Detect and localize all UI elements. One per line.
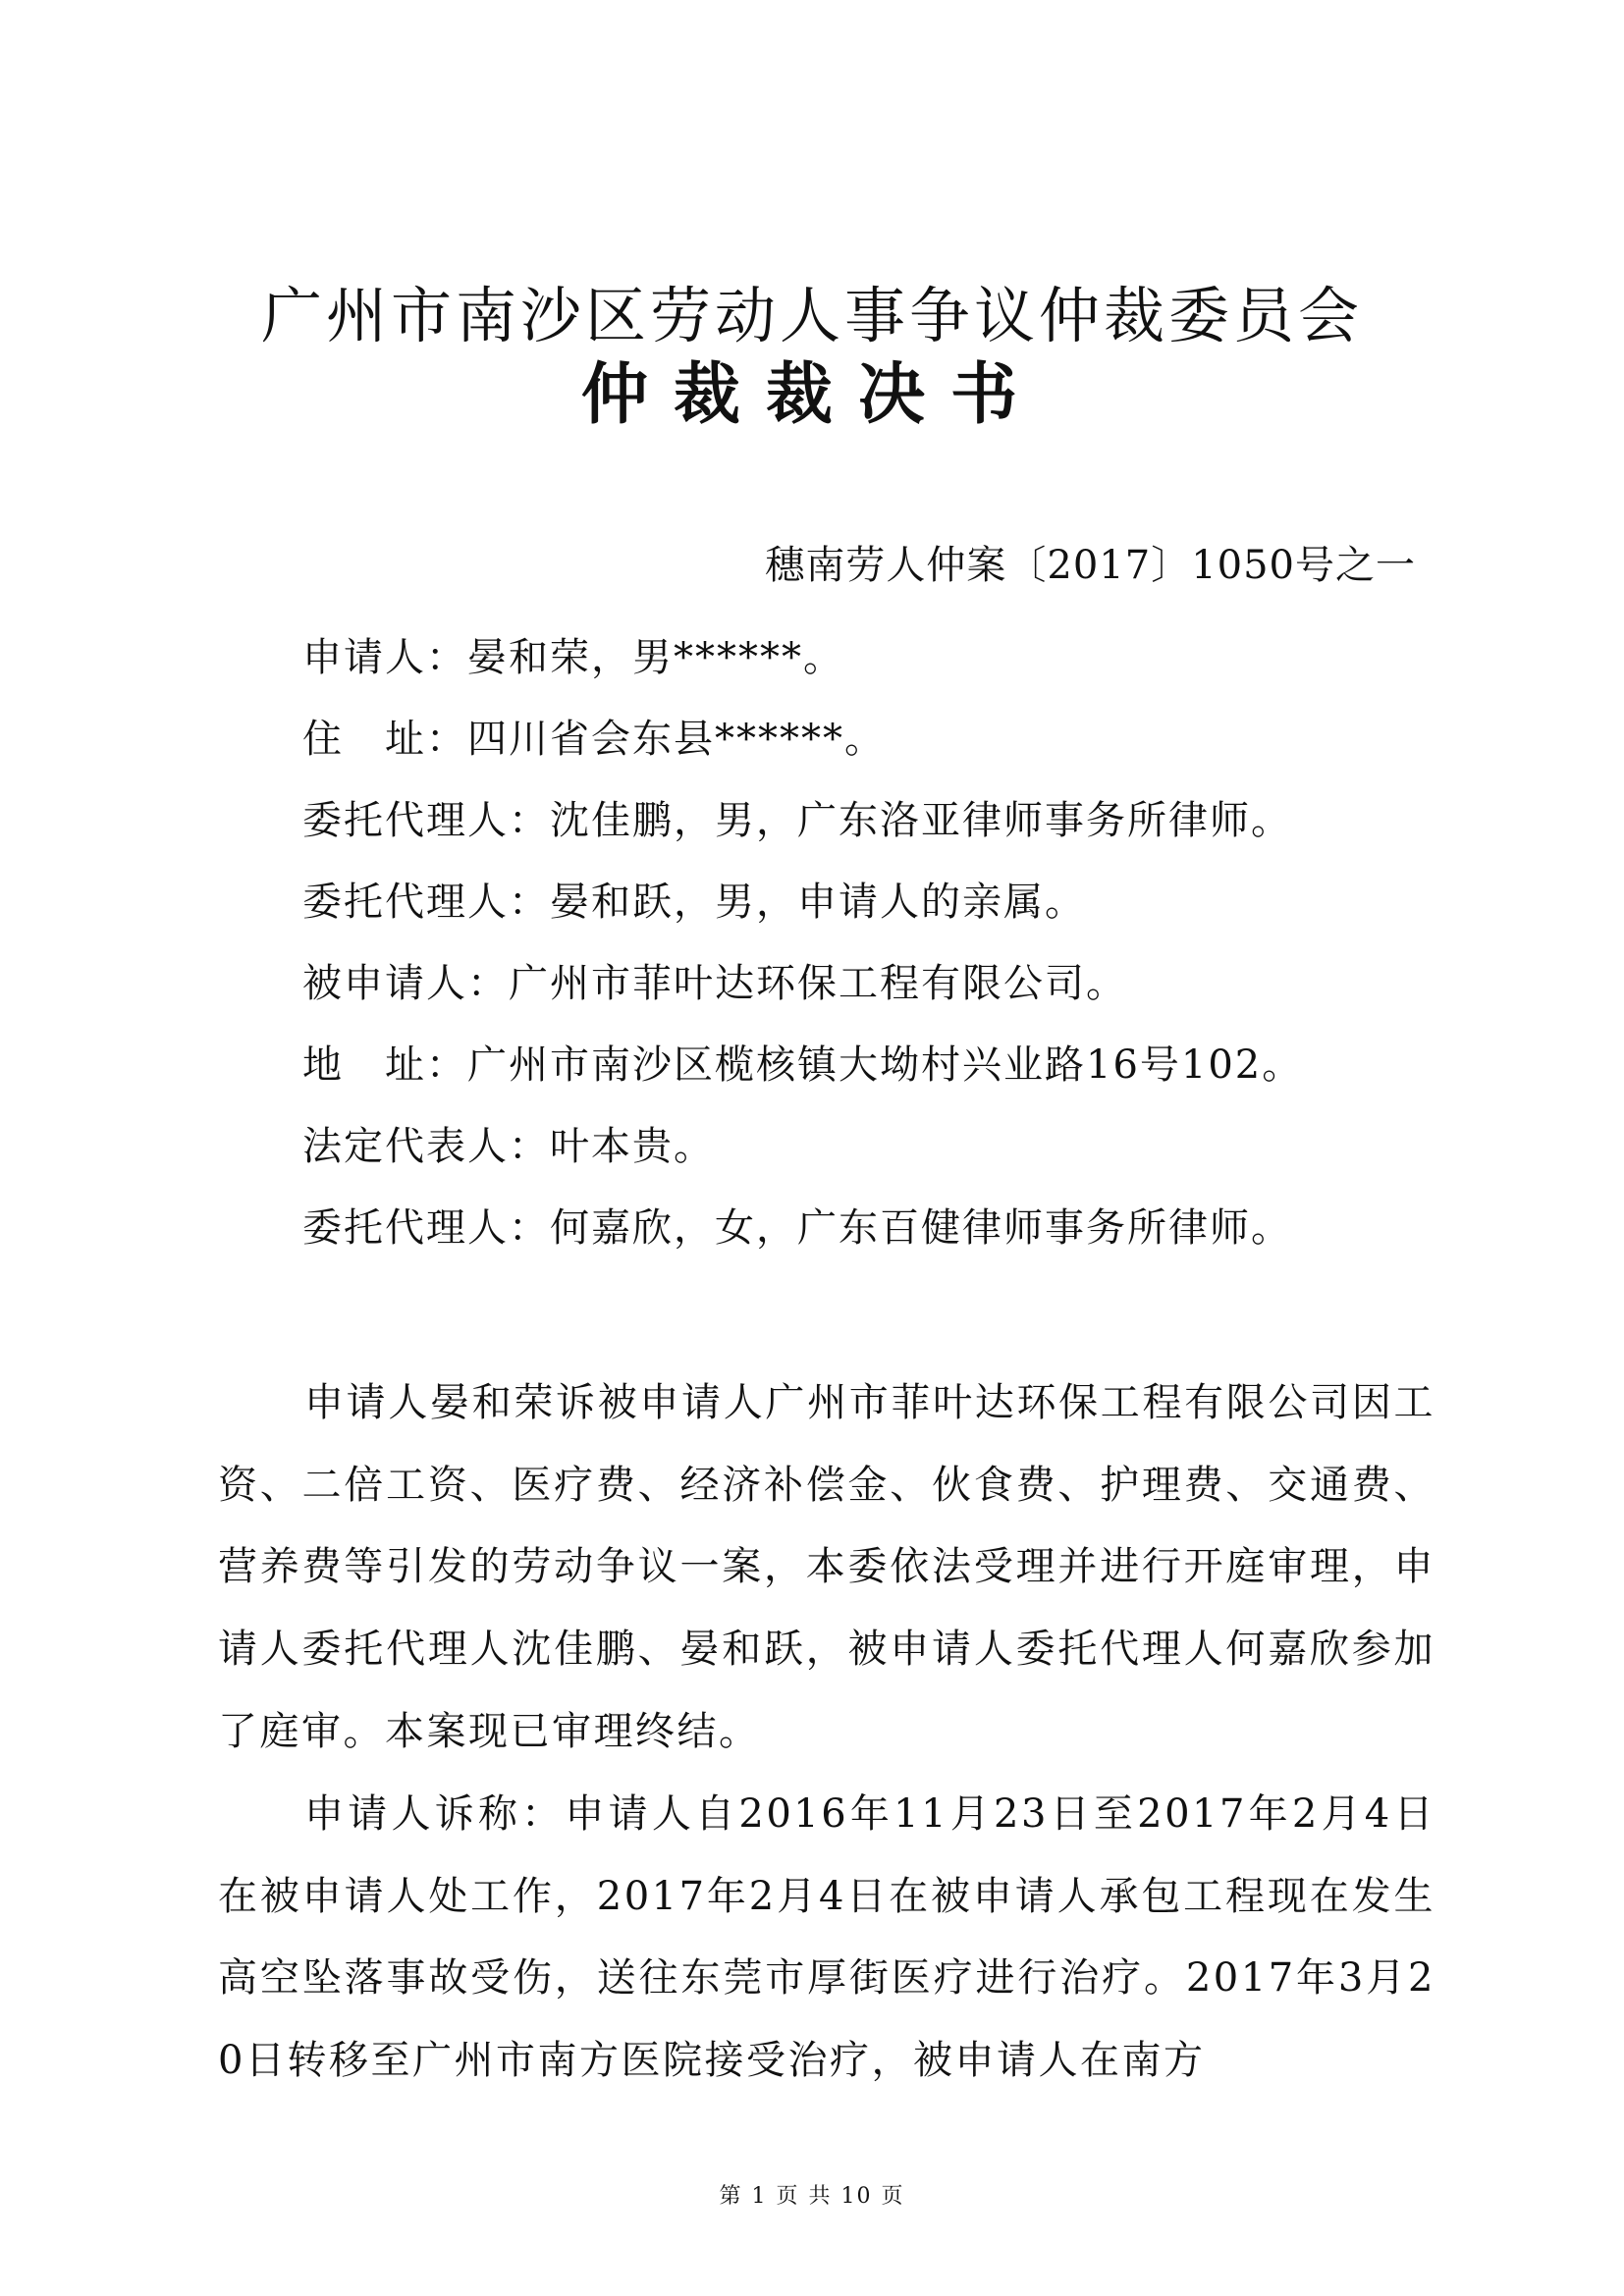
party-label: 申请人：	[302, 635, 467, 680]
party-value: 晏和跃，男，申请人的亲属。	[550, 880, 1086, 925]
party-label: 法定代表人：	[302, 1124, 550, 1169]
party-label: 委托代理人：	[302, 1205, 550, 1251]
party-label: 地 址：	[302, 1042, 467, 1088]
party-value: 晏和荣，男******。	[467, 635, 844, 680]
party-line-applicant	[302, 630, 844, 685]
party-line-agent-2	[302, 875, 1086, 930]
organization-title: 广州市南沙区劳动人事争议仲裁委员会	[260, 280, 1363, 351]
party-line-applicant-address	[302, 712, 886, 767]
party-line-agent-1	[302, 793, 1292, 848]
party-value: 叶本贵。	[550, 1124, 715, 1169]
applicant-claim-paragraph: 申请人诉称：申请人自2016年11月23日至2017年2月4日在被申请人处工作，2017年2月4日在被申请人承包工程现在发生高空坠落事故受伤，送往东莞市厚街医疗进行治疗。2017年3月20日转移至广州市南方医院接受治疗，被申请人在南方	[218, 1791, 1435, 2084]
party-line-agent-3	[302, 1201, 1292, 1255]
party-value: 广州市菲叶达环保工程有限公司。	[509, 961, 1127, 1006]
document-title: 仲裁裁决书	[580, 355, 1043, 434]
page-footer: 第 1 页 共 10 页	[719, 2184, 905, 2209]
party-label: 委托代理人：	[302, 880, 550, 925]
party-value: 何嘉欣，女，广东百健律师事务所律师。	[550, 1205, 1292, 1251]
case-summary-paragraph: 申请人晏和荣诉被申请人广州市菲叶达环保工程有限公司因工资、二倍工资、医疗费、经济补偿金、伙食费、护理费、交通费、营养费等引发的劳动争议一案，本委依法受理并进行开庭审理，申请人委托代理人沈佳鹏、晏和跃，被申请人委托代理人何嘉欣参加了庭审。本案现已审理终结。	[218, 1380, 1435, 1754]
party-label: 委托代理人：	[302, 798, 550, 843]
party-label: 住 址：	[302, 717, 467, 762]
party-value: 沈佳鹏，男，广东洛亚律师事务所律师。	[550, 798, 1292, 843]
party-line-respondent	[302, 956, 1127, 1011]
party-line-legal-representative	[302, 1119, 715, 1174]
party-value: 四川省会东县******。	[467, 717, 886, 762]
party-value: 广州市南沙区榄核镇大坳村兴业路16号102。	[467, 1042, 1304, 1088]
case-number: 穗南劳人仲案〔2017〕1050号之一	[765, 543, 1416, 588]
party-line-respondent-address	[302, 1038, 1303, 1093]
party-label: 被申请人：	[302, 961, 509, 1006]
